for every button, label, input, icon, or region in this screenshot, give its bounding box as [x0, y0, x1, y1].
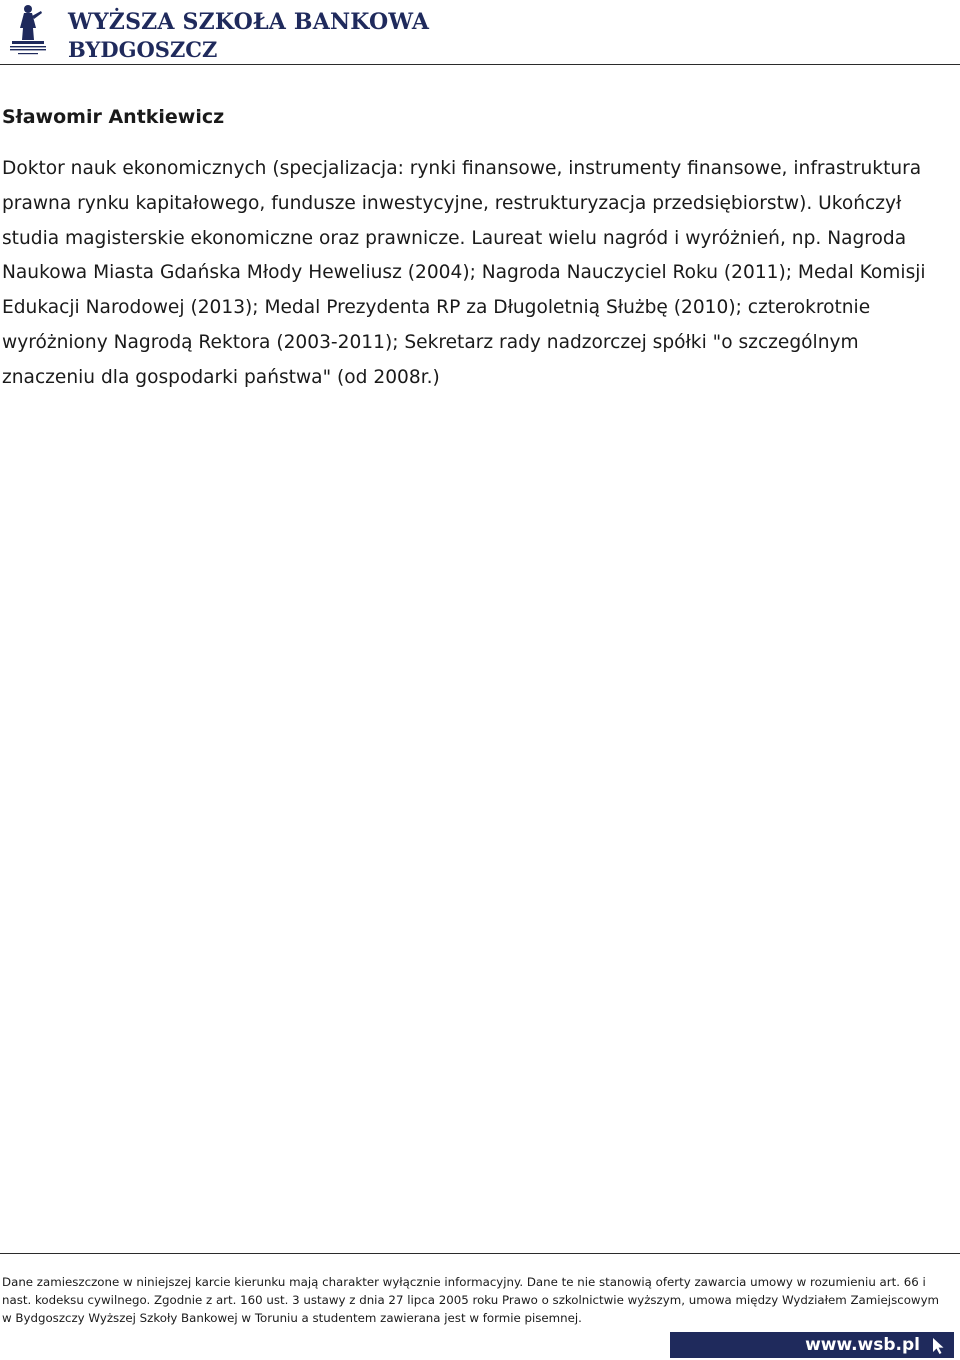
university-emblem-icon	[4, 2, 56, 60]
header	[0, 0, 960, 62]
website-link[interactable]	[670, 1332, 954, 1358]
logo-line-2: BYDGOSZCZ	[68, 37, 218, 62]
logo-line-1: WYŻSZA SZKOŁA BANKOWA	[68, 9, 430, 35]
header-divider	[0, 64, 960, 65]
person-name: Sławomir Antkiewicz	[2, 106, 225, 128]
footer-disclaimer: Dane zamieszczone w niniejszej karcie kierunku mają charakter wyłącznie informacyjny. Dane te nie stanowią oferty zawarcia umowy w rozumieniu art. 66 i nast. kodeksu cywilnego. Zgodnie z art. 160 ust. 3 ustawy z dnia 27 lipca 2005 roku Prawo o szkolnictwie wyższym, umowa między Wydziałem Zamiejscowym w Bydgoszczy Wyższej Szkoły Bankowej w Toruniu a studentem zawierana jest w formie pisemnej.	[2, 1275, 940, 1325]
person-bio: Doktor nauk ekonomicznych (specjalizacja: rynki finansowe, instrumenty finansowe, infrastruktura prawna rynku kapitałowego, fundusze inwestycyjne, restrukturyzacja przedsiębiorstw). Ukończył studia magisterskie ekonomiczne oraz prawnicze. Laureat wielu nagród i wyróżnień, np. Nagroda Naukowa Miasta Gdańska Młody Heweliusz (2004); Nagroda Nauczyciel Roku (2011); Medal Komisji Edukacji Narodowej (2013); Medal Prezydenta RP za Długoletnią Służbę (2010); czterokrotnie wyróżniony Nagrodą Rektora (2003-2011); Sekretarz rady nadzorczej spółki "o szczególnym znaczeniu dla gospodarki państwa" (od 2008r.)	[2, 158, 926, 388]
logo-wordmark	[68, 8, 429, 64]
cursor-arrow-icon	[932, 1337, 946, 1355]
footer-divider	[0, 1253, 960, 1254]
website-label: www.wsb.pl	[805, 1335, 920, 1355]
